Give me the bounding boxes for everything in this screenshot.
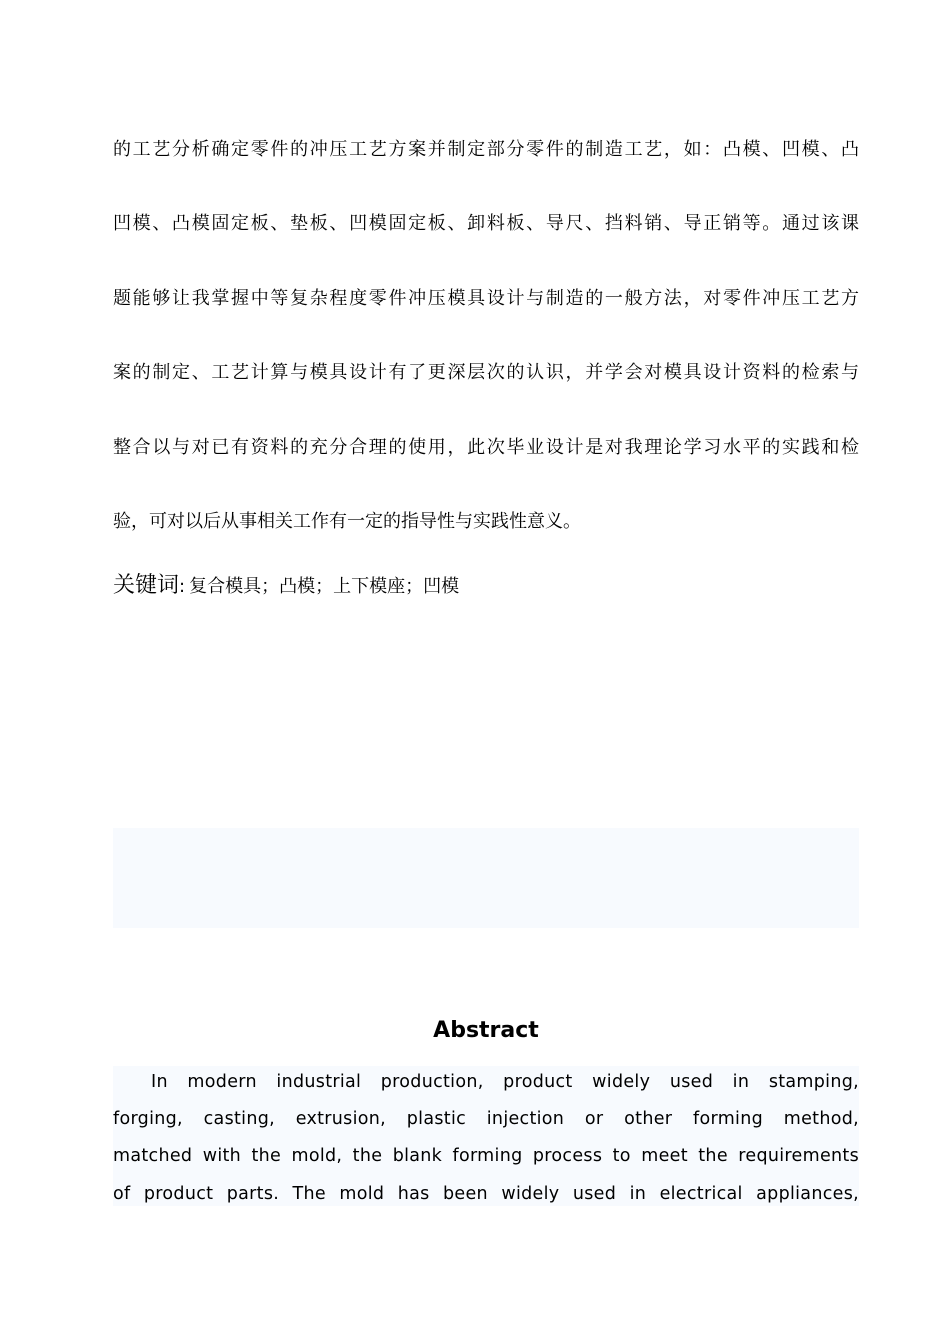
abstract-heading: Abstract [433,1018,539,1043]
zh-paragraph-line-1: 的工艺分析确定零件的冲压工艺方案并制定部分零件的制造工艺，如：凸模、凹模、凸 [113,139,859,160]
keywords-colon: : [179,576,186,597]
en-paragraph-line-4: of product parts. The mold has been widely used in electrical appliances, [113,1184,859,1204]
keywords-label: 关键词 [113,573,180,598]
zh-paragraph-line-4: 案的制定、工艺计算与模具设计有了更深层次的认识，并学会对模具设计资料的检索与 [113,362,859,383]
blank-shaded-area [113,828,859,928]
zh-paragraph-line-3: 题能够让我掌握中等复杂程度零件冲压模具设计与制造的一般方法，对零件冲压工艺方 [113,288,859,309]
keywords-text: 复合模具；凸模；上下模座；凹模 [189,576,460,597]
zh-paragraph-line-6: 验，可对以后从事相关工作有一定的指导性与实践性意义。 [113,511,581,532]
en-paragraph-line-1: In modern industrial production, product widely used in stamping, [151,1072,859,1092]
zh-paragraph-line-5: 整合以与对已有资料的充分合理的使用，此次毕业设计是对我理论学习水平的实践和检 [113,437,859,458]
keywords-line [113,572,459,600]
zh-paragraph-line-2: 凹模、凸模固定板、垫板、凹模固定板、卸料板、导尺、挡料销、导正销等。通过该课 [113,213,859,234]
en-paragraph-line-3: matched with the mold, the blank forming process to meet the requirements [113,1146,859,1166]
en-paragraph-line-2: forging, casting, extrusion, plastic injection or other forming method, [113,1109,859,1129]
